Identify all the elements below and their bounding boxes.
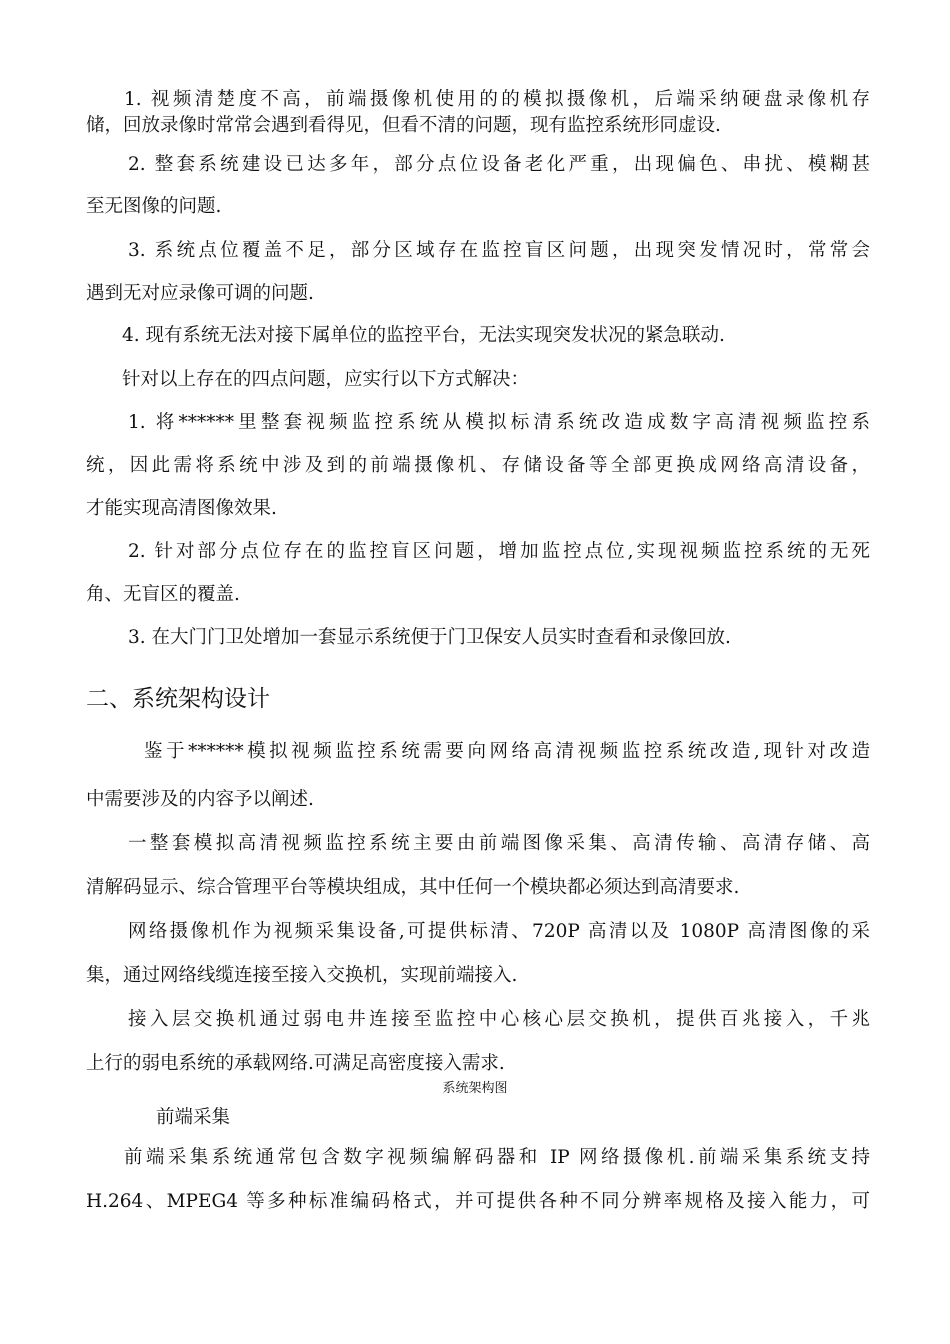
text-line: 清解码显示、综合管理平台等模块组成，其中任何一个模块都必须达到高清要求.	[86, 877, 740, 898]
text-line: 鉴于******模拟视频监控系统需要向网络高清视频监控系统改造,现针对改造	[144, 741, 870, 762]
figure-caption: 系统架构图	[442, 1081, 508, 1096]
text-line: 角、无盲区的覆盖.	[86, 584, 240, 605]
text-line: 网络摄像机作为视频采集设备,可提供标清、720P 高清以及 1080P 高清图像的采	[128, 921, 870, 942]
text-line: 前端采集系统通常包含数字视频编解码器和 IP 网络摄像机.前端采集系统支持	[124, 1147, 870, 1168]
text-line: 中需要涉及的内容予以阐述.	[86, 789, 314, 810]
text-line: 一整套模拟高清视频监控系统主要由前端图像采集、高清传输、高清存储、高	[128, 833, 870, 854]
text-line: 3. 在大门门卫处增加一套显示系统便于门卫保安人员实时查看和录像回放.	[128, 627, 731, 648]
text-line: 1. 视频清楚度不高，前端摄像机使用的的模拟摄像机，后端采纳硬盘录像机存	[124, 89, 870, 110]
text-line: 2. 针对部分点位存在的监控盲区问题，增加监控点位,实现视频监控系统的无死	[128, 541, 870, 562]
text-line: 统，因此需将系统中涉及到的前端摄像机、存储设备等全部更换成网络高清设备，	[86, 455, 870, 476]
text-line: 至无图像的问题.	[86, 196, 222, 217]
text-line: 遇到无对应录像可调的问题.	[86, 283, 314, 304]
text-line: 1. 将******里整套视频监控系统从模拟标清系统改造成数字高清视频监控系	[128, 412, 870, 433]
text-line: 才能实现高清图像效果.	[86, 498, 277, 519]
text-line: 针对以上存在的四点问题，应实行以下方式解决：	[122, 369, 530, 390]
section-heading: 二、系统架构设计	[86, 686, 270, 712]
text-line: 前端采集	[156, 1107, 231, 1128]
text-line: 上行的弱电系统的承载网络.可满足高密度接入需求.	[86, 1053, 505, 1074]
text-line: 储，回放录像时常常会遇到看得见，但看不清的问题，现有监控系统形同虚设.	[86, 115, 721, 136]
text-line: 接入层交换机通过弱电井连接至监控中心核心层交换机，提供百兆接入，千兆	[128, 1009, 870, 1030]
text-line: 3. 系统点位覆盖不足，部分区域存在监控盲区问题，出现突发情况时，常常会	[128, 240, 870, 261]
text-line: 4. 现有系统无法对接下属单位的监控平台，无法实现突发状况的紧急联动.	[122, 325, 725, 346]
text-line: 集，通过网络线缆连接至接入交换机，实现前端接入.	[86, 965, 518, 986]
text-line: H.264、MPEG4 等多种标准编码格式，并可提供各种不同分辨率规格及接入能力，可	[86, 1191, 870, 1212]
text-line: 2. 整套系统建设已达多年，部分点位设备老化严重，出现偏色、串扰、模糊甚	[128, 154, 870, 175]
